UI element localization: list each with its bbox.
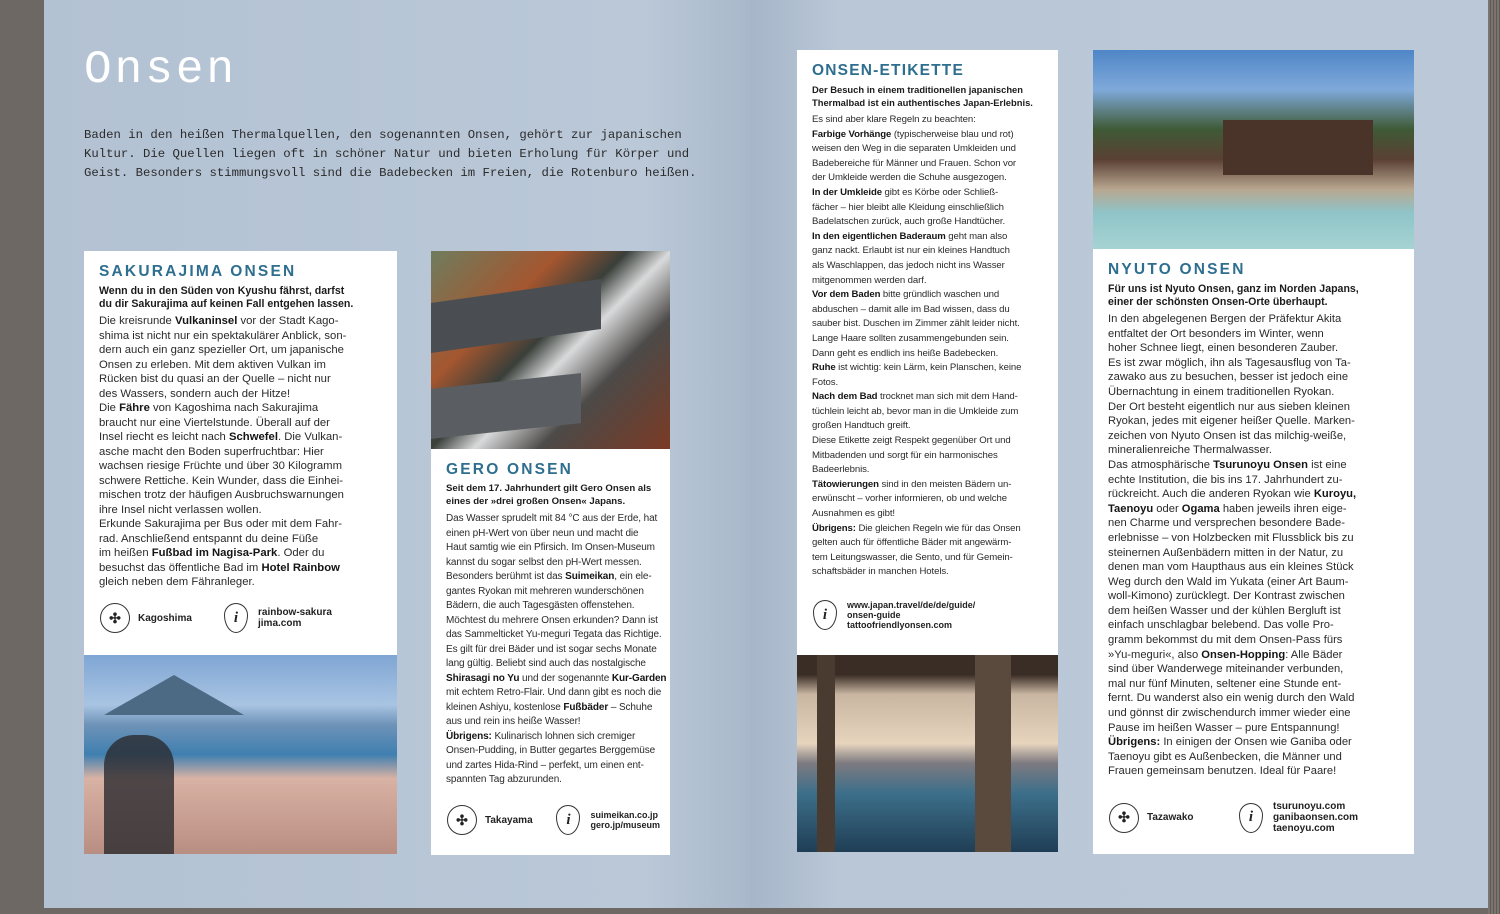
text-line: des Wassers, sondern auch der Hitze! bbox=[99, 387, 291, 400]
bold-term: Suimeikan bbox=[565, 571, 615, 582]
text-line: Vor dem Baden bitte gründlich waschen und bbox=[812, 289, 1000, 301]
bold-term: Onsen-Hopping bbox=[1201, 648, 1286, 661]
bold-term: Tätowierungen bbox=[812, 478, 879, 490]
info-link[interactable] bbox=[258, 607, 332, 629]
bold-term: Fußbäder bbox=[563, 701, 609, 713]
text-line: einen pH-Wert von über neun und macht die bbox=[446, 527, 639, 539]
text-line: Shirasagi no Yu und der sogenannte Kur-Garden bbox=[446, 672, 667, 684]
text-line: als Waschlappen, das jedoch nicht ins Wasser bbox=[812, 259, 1005, 271]
card-sakurajima-onsen bbox=[84, 251, 397, 655]
bold-term: Farbige Vorhänge bbox=[812, 128, 892, 140]
text-line: schaftsbäder in manchen Hotels. bbox=[812, 566, 949, 578]
text-line: Pause im heißen Wasser – pure Entspannung! bbox=[1108, 721, 1340, 734]
link-line[interactable]: taenoyu.com bbox=[1273, 823, 1335, 834]
intro-line: Kultur. Die Quellen liegen oft in schöner Natur und bieten Erholung für Körper und bbox=[84, 147, 690, 161]
intro-line: Geist. Besonders stimmungsvoll sind die Badebecken im Freien, die Rotenburo heißen. bbox=[84, 166, 697, 180]
text-line: Taenoyu gibt es Außenbecken, die Männer und bbox=[1108, 750, 1342, 763]
text-line: rückreicht. Auch die anderen Ryokan wie Kuroyu, bbox=[1108, 488, 1357, 501]
text-line: Übrigens: Die gleichen Regeln wie für das Onsen bbox=[812, 522, 1021, 534]
text-line: großen Handtuch greift. bbox=[812, 420, 911, 432]
people-shape bbox=[104, 735, 174, 854]
text-line: Der Ort besteht eigentlich nur aus sieben kleinen bbox=[1108, 400, 1350, 413]
link-line[interactable]: ganibaonsen.com bbox=[1273, 812, 1359, 823]
text-line: aus und rein ins heiße Wasser! bbox=[446, 716, 581, 727]
text-line: »Yu-meguri«, also Onsen-Hopping: Alle Bäder bbox=[1108, 648, 1343, 661]
bold-term: Übrigens: bbox=[1108, 736, 1161, 749]
bold-term: In den eigentlichen Baderaum bbox=[812, 230, 946, 242]
text-line: Es ist zwar möglich, ihn als Tagesausflug von Ta- bbox=[1108, 356, 1351, 369]
text-line: dem heißen Wasser und der kühlen Bergluft ist bbox=[1108, 604, 1341, 617]
text-line: Haut samtig wie ein Pfirsich. Im Onsen-Museum bbox=[446, 542, 655, 553]
bold-term: Hotel Rainbow bbox=[261, 561, 340, 574]
text-line: Diese Etikette zeigt Respekt gegenüber Ort und bbox=[812, 435, 1011, 447]
text-line: Mitbadenden und sorgt für ein harmonisches bbox=[812, 449, 998, 461]
text-line: Bädern, die auch Tagesgästen offenstehen. bbox=[446, 600, 635, 611]
bold-term: Kur-Garden bbox=[611, 672, 667, 684]
text-line: abduschen – damit alle im Bad wissen, dass du bbox=[812, 303, 1010, 315]
text-line: braucht nur eine Viertelstunde. Überall auf der bbox=[99, 416, 330, 429]
text-line: dern auch ein ganz spezieller Ort, um japanische bbox=[99, 344, 344, 356]
card-lead bbox=[446, 483, 656, 508]
bold-term: Schwefel bbox=[228, 431, 278, 443]
text-line: Die kreisrunde Vulkaninsel vor der Stadt Kago- bbox=[99, 315, 339, 327]
lead-line: eines der »drei großen Onsen« Japans. bbox=[446, 495, 626, 507]
card-lead bbox=[99, 285, 383, 310]
bold-term: Nach dem Bad bbox=[812, 391, 878, 403]
card-body bbox=[446, 512, 667, 788]
bold-term: Vor dem Baden bbox=[812, 289, 881, 301]
text-line: Fotos. bbox=[812, 376, 839, 388]
text-line: wachsen riesige Früchte und über 30 Kilogramm bbox=[99, 460, 343, 472]
page-edges bbox=[1488, 0, 1500, 914]
text-line: Onsen-Pudding, in Butter gegartes Berggemüse bbox=[446, 745, 656, 756]
location-label: Kagoshima bbox=[138, 612, 192, 624]
text-line: Nach dem Bad trocknet man sich mit dem Hand- bbox=[812, 391, 1018, 403]
text-line: Farbige Vorhänge (typischerweise blau und rot) bbox=[812, 128, 1014, 140]
text-line: Badebereiche für Männer und Frauen. Schon vor bbox=[812, 157, 1017, 169]
text-line: fächer – hier bleibt alle Kleidung einschließlich bbox=[812, 201, 1004, 213]
card-body bbox=[99, 314, 383, 590]
card-footer bbox=[1109, 801, 1404, 834]
bold-term: Ogama bbox=[1181, 502, 1220, 515]
card-footer bbox=[447, 805, 660, 835]
link-line[interactable]: gero.jp/museum bbox=[590, 820, 660, 830]
bold-term: Fähre bbox=[119, 402, 150, 414]
text-line: woll-Kimono) zurücklegt. Der Kontrast zwischen bbox=[1108, 590, 1345, 603]
compass-icon: ✣ bbox=[447, 805, 477, 835]
text-line: Badelatschen zurück, auch große Handtücher. bbox=[812, 216, 1006, 228]
text-line: besuchst das öffentliche Bad im Hotel Rainbow bbox=[99, 561, 340, 574]
text-line: gramm bekommst du mit dem Onsen-Pass fürs bbox=[1108, 634, 1343, 647]
text-line: Lange Haare sollten zusammengebunden sein. bbox=[812, 332, 1009, 344]
compass-icon: ✣ bbox=[1109, 803, 1139, 833]
text-line: das Sammelticket Yu-meguri Tegata das Richtige. bbox=[446, 629, 662, 640]
card-heading: NYUTO ONSEN bbox=[1108, 261, 1246, 278]
text-line: Ryokan, jedes mit eigener heißer Quelle. Marken- bbox=[1108, 415, 1355, 428]
link-line[interactable]: suimeikan.co.jp bbox=[590, 810, 659, 820]
photo-outdoor-bath bbox=[797, 655, 1058, 852]
text-line: Weg durch den Wald im Yukata (einer Art Baum- bbox=[1108, 575, 1349, 588]
roof-shape bbox=[431, 279, 601, 353]
text-line: In der Umkleide gibt es Körbe oder Schließ- bbox=[812, 186, 999, 198]
link-line[interactable]: www.japan.travel/de/de/guide/ bbox=[847, 600, 976, 610]
card-lead bbox=[812, 84, 1044, 109]
text-line: ihre Insel nicht verlassen wollen. bbox=[99, 503, 262, 516]
text-line: Möchtest du mehrere Onsen erkunden? Dann ist bbox=[446, 614, 658, 626]
text-line: fernt. Du wanderst also ein wenig durch den Wald bbox=[1108, 692, 1355, 705]
link-line[interactable]: tattoofriendlyonsen.com bbox=[847, 620, 953, 630]
link-line[interactable]: jima.com bbox=[258, 618, 302, 629]
text-line: Übrigens: In einigen der Onsen wie Ganiba oder bbox=[1108, 736, 1352, 749]
pillar-shape bbox=[975, 655, 1011, 852]
text-line: mal nur fünf Minuten, seltener eine Stunde ent- bbox=[1108, 677, 1342, 690]
info-pin-icon: i bbox=[224, 603, 248, 633]
lead-line: Thermalbad ist ein authentisches Japan-Erlebnis. bbox=[812, 96, 1033, 108]
bold-term: Übrigens: bbox=[446, 730, 492, 742]
card-lead bbox=[1108, 283, 1400, 308]
card-onsen-etikette bbox=[797, 50, 1058, 655]
text-line: einfach unschlagbar belebend. Das volle Pro- bbox=[1108, 619, 1334, 632]
text-line: sind über Wanderwege miteinander verbunden, bbox=[1108, 663, 1344, 676]
text-line: erlebnisse – von Holzbecken mit Flussblick bis zu bbox=[1108, 531, 1354, 544]
photo-nyuto-onsen bbox=[1093, 50, 1414, 249]
bold-term: Ruhe bbox=[812, 362, 836, 374]
link-line[interactable]: rainbow-sakura bbox=[258, 607, 332, 618]
text-line: ganz nackt. Erlaubt ist nur ein kleines Handtuch bbox=[812, 245, 1010, 257]
text-line: schwere Rettiche. Kein Wunder, dass die Einhei- bbox=[99, 474, 344, 487]
text-line: kannst du sogar selbst den pH-Wert messen. bbox=[446, 556, 642, 568]
bold-term: Taenoyu bbox=[1108, 502, 1154, 515]
text-line: Frauen gemeinsam benutzen. Ideal für Paare! bbox=[1108, 765, 1337, 778]
card-footer bbox=[813, 600, 1048, 630]
text-line: Rücken bist du quasi an der Quelle – nicht nur bbox=[99, 373, 331, 385]
card-body bbox=[812, 113, 1044, 580]
card-gero-onsen bbox=[431, 449, 670, 855]
text-line: zeichen von Nyuto Onsen ist das milchig-weiße, bbox=[1108, 429, 1347, 442]
bold-term: Übrigens: bbox=[812, 522, 856, 534]
text-line: Badeerlebnis. bbox=[812, 464, 870, 476]
text-line: tüchlein leicht ab, bevor man in die Umkleide zum bbox=[812, 405, 1019, 417]
text-line: entfaltet der Ort besonders im Winter, wenn bbox=[1108, 327, 1324, 340]
photo-sakurajima-footbath bbox=[84, 655, 397, 854]
text-line: Die Fähre von Kagoshima nach Sakurajima bbox=[99, 402, 319, 414]
roof-shape bbox=[431, 373, 581, 439]
text-line: Taenoyu oder Ogama haben jeweils ihren eige- bbox=[1108, 502, 1347, 515]
lead-line: Wenn du in den Süden von Kyushu fährst, darfst bbox=[99, 285, 345, 297]
location-label: Takayama bbox=[485, 814, 533, 826]
intro-text bbox=[84, 126, 697, 183]
text-line: denen man vom Haupthaus aus ein kleines Stück bbox=[1108, 561, 1354, 574]
card-heading: ONSEN-ETIKETTE bbox=[812, 62, 965, 79]
text-line: spannten Tag abzurunden. bbox=[446, 774, 562, 785]
text-line: rad. Anschließend entspannt du deine Füße bbox=[99, 532, 319, 545]
text-line: und zartes Hida-Rind – perfekt, um einen ent- bbox=[446, 759, 644, 771]
text-line: Das atmosphärische Tsurunoyu Onsen ist eine bbox=[1108, 458, 1347, 471]
text-line: Ausnahmen es gibt! bbox=[812, 508, 895, 520]
photo-gero-ryokan bbox=[431, 251, 670, 449]
lead-line: Für uns ist Nyuto Onsen, ganz im Norden Japans, bbox=[1108, 283, 1359, 295]
text-line: gleich neben dem Fähranleger. bbox=[99, 576, 255, 588]
text-line: hoher Schnee liegt, einen besonderen Zauber. bbox=[1108, 342, 1339, 355]
text-line: mit echtem Retro-Flair. Und dann gibt es noch die bbox=[446, 687, 662, 698]
info-pin-icon: i bbox=[556, 805, 580, 835]
bold-term: In der Umkleide bbox=[812, 186, 882, 198]
card-heading: SAKURAJIMA ONSEN bbox=[99, 263, 297, 280]
info-link[interactable] bbox=[1273, 801, 1358, 834]
text-line: Es gilt für drei Bäder und ist sogar sechs Monate bbox=[446, 643, 657, 655]
bold-term: Tsurunoyu Onsen bbox=[1213, 458, 1308, 471]
text-line: zawako aus zu besuchen, besser ist jedoch eine bbox=[1108, 371, 1349, 384]
bold-term: Shirasagi no Yu bbox=[446, 672, 520, 684]
bold-term: Kuroyu, bbox=[1313, 488, 1357, 501]
card-footer bbox=[100, 603, 387, 633]
text-line: Besonders berühmt ist das Suimeikan, ein ele- bbox=[446, 571, 652, 582]
text-line: im heißen Fußbad im Nagisa-Park. Oder du bbox=[99, 547, 325, 559]
volcano-shape bbox=[104, 675, 244, 715]
lead-line: Seit dem 17. Jahrhundert gilt Gero Onsen als bbox=[446, 483, 652, 494]
pillar-shape bbox=[817, 655, 835, 852]
text-line: Übrigens: Kulinarisch lohnen sich cremiger bbox=[446, 730, 636, 742]
hut-shape bbox=[1223, 120, 1373, 175]
text-line: gantes Ryokan mit mehreren wunderschönen bbox=[446, 585, 644, 597]
card-body bbox=[1108, 312, 1400, 779]
text-line: nen Charme und versprechen besondere Bade- bbox=[1108, 517, 1345, 530]
text-line: sauber bist. Duschen im Zimmer zählt leider nicht. bbox=[812, 318, 1020, 330]
text-line: lang gültig. Beliebt sind auch das nostalgische bbox=[446, 658, 646, 669]
text-line: shima ist nicht nur ein spektakulärer Anblick, son- bbox=[99, 329, 347, 342]
text-line: Übernachtung in einem traditionellen Ryokan. bbox=[1108, 385, 1335, 398]
lead-line: einer der schönsten Onsen-Orte überhaupt. bbox=[1108, 295, 1328, 308]
text-line: mineralienreiche Thermalwasser. bbox=[1108, 444, 1272, 457]
info-link[interactable] bbox=[847, 600, 975, 630]
text-line: kleinen Ashiyu, kostenlose Fußbäder – Schuhe bbox=[446, 701, 653, 713]
text-line: Onsen zu erleben. Mit dem aktiven Vulkan im bbox=[99, 358, 326, 371]
text-line: tem Leitungswasser, die Sento, und für Gemein- bbox=[812, 551, 1013, 563]
bold-term: Vulkaninsel bbox=[174, 315, 238, 327]
text-line: gelten auch für öffentliche Bäder mit angewärm- bbox=[812, 537, 1012, 549]
text-line: Insel riecht es leicht nach Schwefel. Die Vulkan- bbox=[99, 431, 343, 443]
location-label: Tazawako bbox=[1147, 812, 1194, 823]
text-line: und gönnst dir zwischendurch immer wieder eine bbox=[1108, 707, 1351, 720]
text-line: Ruhe ist wichtig: kein Lärm, kein Planschen, keine bbox=[812, 362, 1022, 374]
card-nyuto-onsen bbox=[1093, 249, 1414, 854]
text-line: Das Wasser sprudelt mit 84 °C aus der Erde, hat bbox=[446, 513, 658, 524]
text-line: erwünscht – vorher informieren, ob und welche bbox=[812, 493, 1007, 505]
lead-line: Der Besuch in einem traditionellen japanischen bbox=[812, 84, 1023, 95]
text-line: Tätowierungen sind in den meisten Bädern un- bbox=[812, 478, 1012, 490]
info-pin-icon: i bbox=[1239, 803, 1263, 833]
text-line: Dann geht es endlich ins heiße Badebecken. bbox=[812, 347, 999, 359]
info-pin-icon: i bbox=[813, 600, 837, 630]
lead-line: du dir Sakurajima auf keinen Fall entgehen lassen. bbox=[99, 297, 354, 310]
page-title: Onsen bbox=[84, 44, 238, 96]
link-line[interactable]: onsen-guide bbox=[847, 610, 901, 620]
text-line: asche macht den Boden superfruchtbar: Hier bbox=[99, 445, 324, 458]
text-line: In den eigentlichen Baderaum geht man also bbox=[812, 230, 1008, 242]
text-line: Es sind aber klare Regeln zu beachten: bbox=[812, 114, 976, 125]
compass-icon: ✣ bbox=[100, 603, 130, 633]
link-line[interactable]: tsurunoyu.com bbox=[1273, 801, 1346, 812]
text-line: In den abgelegenen Bergen der Präfektur Akita bbox=[1108, 313, 1342, 325]
text-line: weisen den Weg in die separaten Umkleiden und bbox=[812, 143, 1016, 155]
text-line: Erkunde Sakurajima per Bus oder mit dem Fahr- bbox=[99, 518, 342, 530]
text-line: echte Institution, die bis ins 17. Jahrhundert zu- bbox=[1108, 473, 1343, 486]
info-link[interactable] bbox=[590, 810, 660, 830]
text-line: der Umkleide werden die Schuhe ausgezogen. bbox=[812, 172, 1007, 184]
text-line: mitgenommen werden darf. bbox=[812, 274, 927, 286]
bold-term: Fußbad im Nagisa-Park bbox=[151, 547, 278, 559]
card-heading: GERO ONSEN bbox=[446, 461, 574, 478]
intro-line: Baden in den heißen Thermalquellen, den sogenannten Onsen, gehört zur japanischen bbox=[84, 128, 682, 142]
text-line: steinernen Außenbädern mitten in der Natur, zu bbox=[1108, 546, 1344, 559]
text-line: mischen trotz der häufigen Ausbruchswarnungen bbox=[99, 489, 344, 501]
